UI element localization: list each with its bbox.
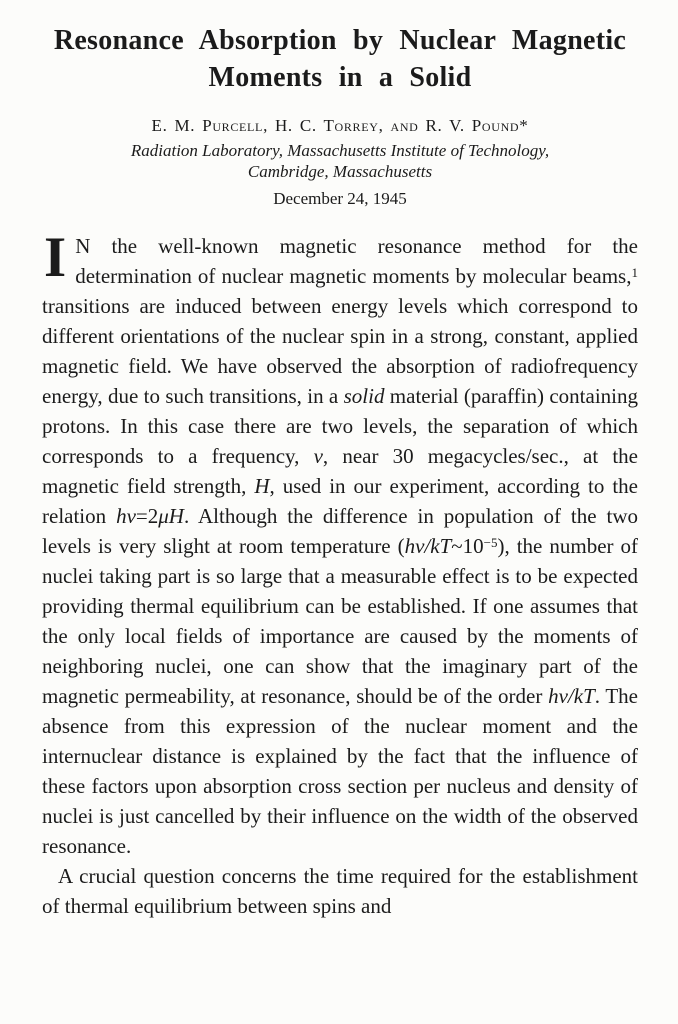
paragraph-2 <box>42 861 638 921</box>
author-list: E. M. Purcell, H. C. Torrey, and R. V. Pound* <box>151 116 529 135</box>
article-title <box>42 22 638 96</box>
dropcap-initial: I <box>44 226 67 289</box>
received-date: December 24, 1945 <box>273 189 407 208</box>
title-line-2: Moments in a Solid <box>208 62 472 93</box>
article-header <box>42 22 638 209</box>
title-line-1: Resonance Absorption by Nuclear Magnetic <box>53 25 627 56</box>
paragraph-2-text: A crucial question concerns the time required for the establishment of thermal equilibrium between spins and <box>42 864 638 918</box>
affiliation <box>42 140 638 182</box>
paragraph-1-text: N the well-known magnetic resonance method for the determination of nuclear magnetic moments by molecular beams,$^1$ transitions are induced between energy levels which correspond to different orientations of the nuclear spin in a strong, constant, applied magnetic field. We have observed the absorption of radiofrequency energy, due to such transitions, in a solid material (paraffin) containing protons. In this case there are two levels, the separation of which corresponds to a frequency, ν, near 30 megacycles/sec., at the magnetic field strength, H, used in our experiment, according to the relation hν=2μH. Although the difference in population of the two levels is very slight at room temperature $(h\nu/kT\sim 10^{-5})$, the number of nuclei taking part is so large that a measurable effect is to be expected providing thermal equilibrium can be established. If one assumes that the only local fields of importance are caused by the moments of neighboring nuclei, one can show that the imaginary part of the magnetic permeability, at resonance, should be of the order hν/kT. The absence from this expression of the nuclear moment and the internuclear distance is explained by the fact that the influence of these factors upon absorption cross section per nucleus and density of nuclei is just cancelled by their influence on the width of the observed resonance. <box>42 234 639 858</box>
article-body <box>42 226 639 921</box>
affiliation-line-1: Radiation Laboratory, Massachusetts Institute of Technology, <box>130 141 550 160</box>
affiliation-line-2: Cambridge, Massachusetts <box>247 162 433 181</box>
paragraph-1 <box>42 226 639 861</box>
